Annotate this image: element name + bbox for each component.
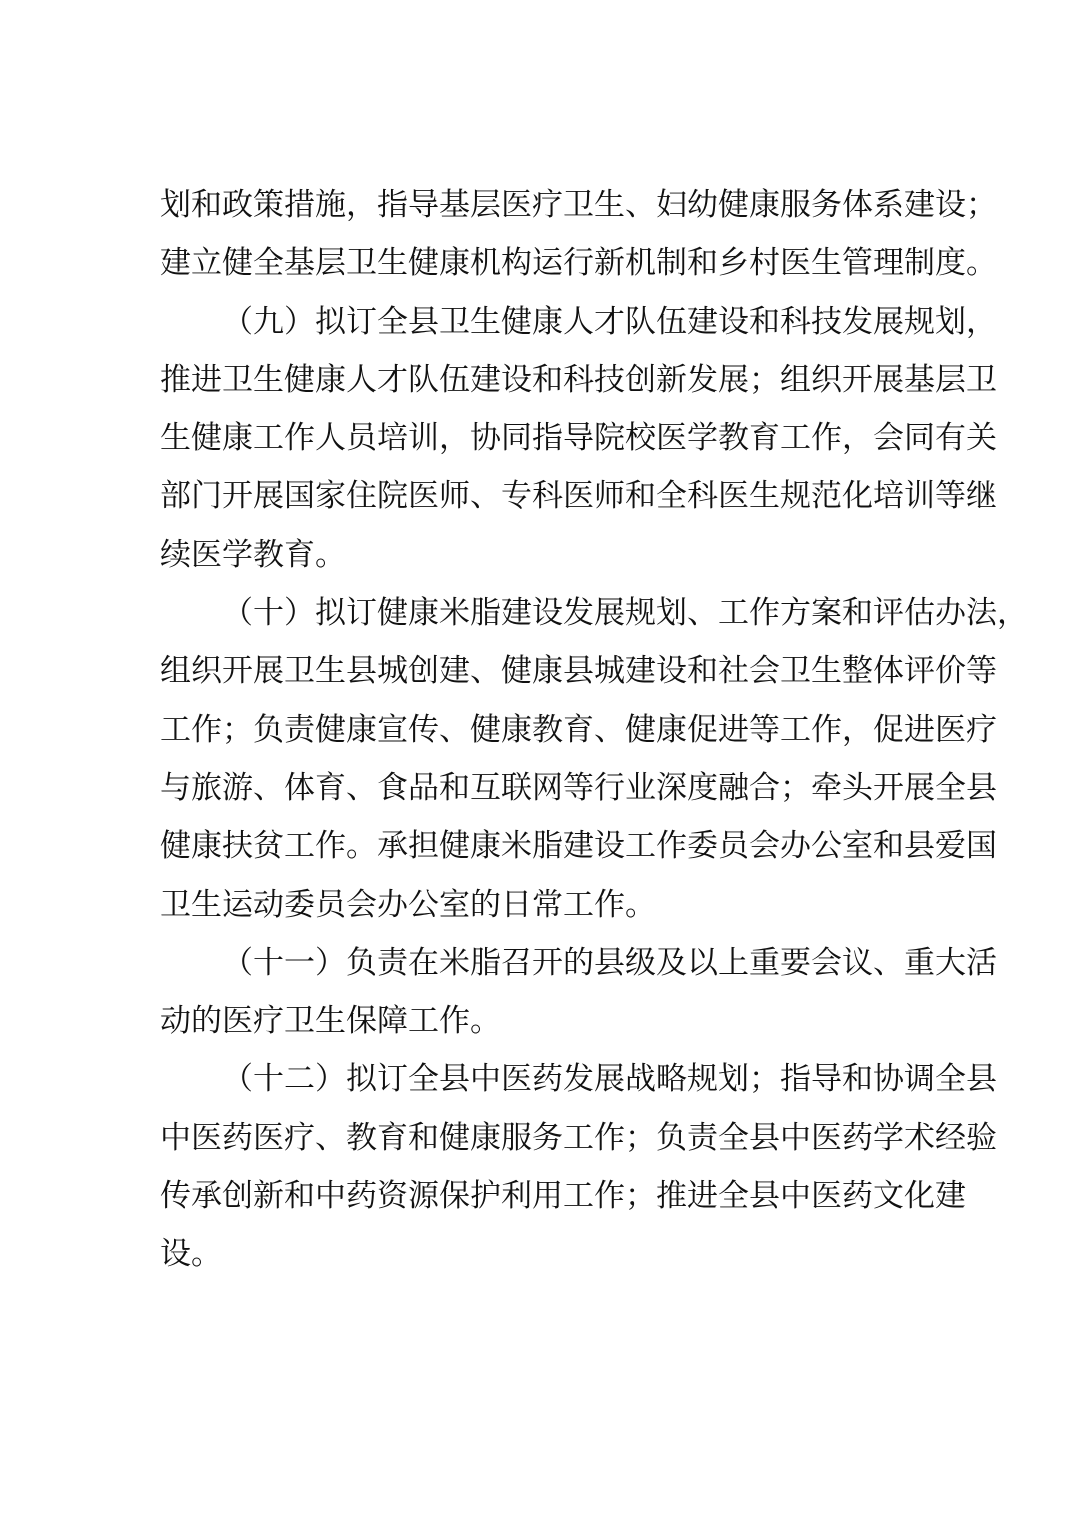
text-line: 建立健全基层卫生健康机构运行新机制和乡村医生管理制度。 [160,245,997,282]
text-line: （九）拟订全县卫生健康人才队伍建设和科技发展规划， [222,303,997,340]
text-line: 健康扶贫工作。承担健康米脂建设工作委员会办公室和县爱国 [160,828,997,865]
body-text [160,176,1028,1284]
text-line: 划和政策措施，指导基层医疗卫生、妇幼健康服务体系建设； [160,187,997,223]
text-line: 组织开展卫生县城创建、健康县城建设和社会卫生整体评价等 [160,653,997,690]
text-line: 工作；负责健康宣传、健康教育、健康促进等工作，促进医疗 [160,711,997,748]
text-line: 与旅游、体育、食品和互联网等行业深度融合；牵头开展全县 [160,769,997,806]
text-line: 中医药医疗、教育和健康服务工作；负责全县中医药学术经验 [160,1119,997,1156]
text-line: （十二）拟订全县中医药发展战略规划；指导和协调全县 [222,1061,997,1098]
text-line: 传承创新和中药资源保护利用工作；推进全县中医药文化建 [160,1178,966,1215]
text-line: （十）拟订健康米脂建设发展规划、工作方案和评估办法， [222,595,1028,632]
text-line: 部门开展国家住院医师、专科医师和全科医生规范化培训等继 [160,478,997,515]
text-line: （十一）负责在米脂召开的县级及以上重要会议、重大活 [222,944,997,981]
text-line: 推进卫生健康人才队伍建设和科技创新发展；组织开展基层卫 [160,361,997,398]
text-line: 设。 [160,1236,222,1273]
text-line: 生健康工作人员培训，协同指导院校医学教育工作，会同有关 [160,420,997,457]
text-line: 续医学教育。 [160,536,346,573]
text-line: 动的医疗卫生保障工作。 [160,1003,501,1040]
text-line: 卫生运动委员会办公室的日常工作。 [160,886,656,923]
